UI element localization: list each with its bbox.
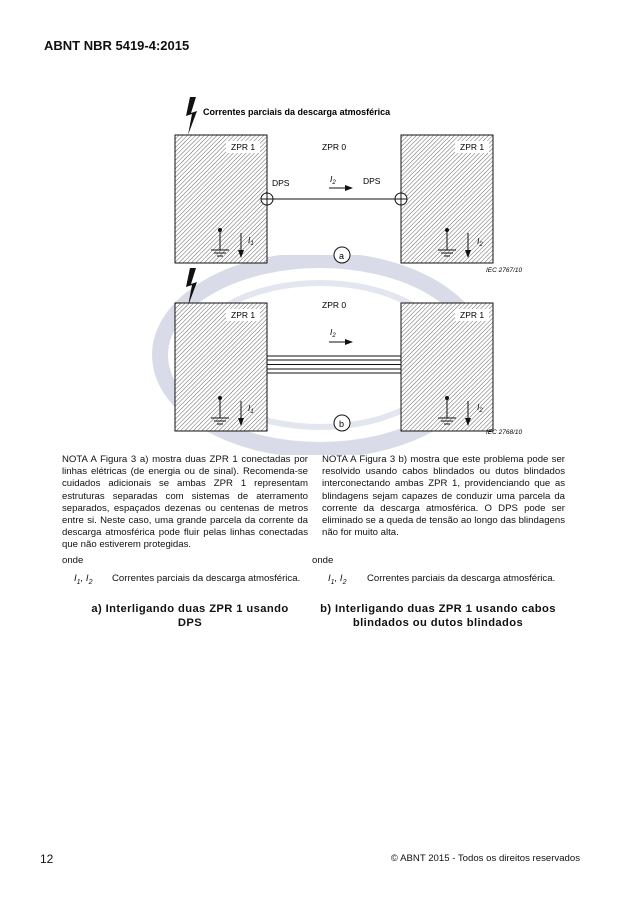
note-right: NOTA A Figura 3 b) mostra que este problema pode ser resolvido usando cabos blindados ou dutos blindados interconectando ambas ZPR 1, providenciando que as blindagens sejam capazes de conduzir uma parcela da corrente da descarga atmosférica. O DPS pode ser eliminado se a queda de tensão ao longo das blindagens não for muito alta. — [322, 454, 565, 539]
legend-left: $I_1$, $I_2$ — [74, 573, 93, 586]
legend-right: $I_1$, $I_2$ — [328, 573, 347, 586]
zpr1-label: ZPR 1 — [460, 310, 485, 320]
current-i2: I — [330, 174, 333, 184]
onde-right: onde — [312, 555, 334, 566]
marker-a: a — [339, 251, 345, 261]
current-i2: I — [477, 236, 480, 246]
zpr1-label: ZPR 1 — [231, 310, 256, 320]
dps-label: DPS — [272, 178, 290, 188]
document-header: ABNT NBR 5419-4:2015 — [44, 38, 190, 53]
current-i2: I — [330, 327, 333, 337]
current-sub: 2 — [479, 408, 483, 414]
copyright: © ABNT 2015 - Todos os direitos reservados — [390, 853, 580, 864]
zpr0-label: ZPR 0 — [322, 142, 347, 152]
current-sub: 1 — [250, 241, 254, 247]
current-i1: I — [248, 403, 251, 413]
legend-symbol: I — [328, 573, 331, 584]
svg-text:I2 — [330, 327, 336, 339]
note-left: NOTA A Figura 3 a) mostra duas ZPR 1 conectadas por linhas elétricas (de energia ou de sinal). Recomenda-se cuidados adicionais se ambas ZPR 1 representam estruturas separadas com sistemas de aterramento separados, espaçados dezenas ou centenas de metros entre si. Neste caso, uma grande parcela da corrente da descarga atmosférica pode fluir pelas linhas conectadas que não estiverem protegidas. — [62, 454, 308, 551]
iec-ref-b: IEC 2768/10 — [486, 429, 523, 436]
legend-text-left: Correntes parciais da descarga atmosférica. — [112, 573, 301, 584]
zpr1-label: ZPR 1 — [231, 142, 256, 152]
current-sub: 2 — [479, 242, 483, 248]
svg-text:I2 — [330, 174, 336, 186]
legend-text-right: Correntes parciais da descarga atmosférica. — [367, 573, 556, 584]
caption-a: a) Interligando duas ZPR 1 usando DPS — [91, 603, 289, 629]
zpr0-label: ZPR 0 — [322, 300, 347, 310]
current-sub: 1 — [250, 409, 254, 415]
current-sub: 2 — [332, 180, 336, 186]
lightning-label: Correntes parciais da descarga atmosférica — [203, 107, 391, 117]
lightning-icon — [186, 268, 197, 306]
shielded-cable — [267, 356, 401, 373]
marker-b: b — [339, 419, 345, 429]
page-number: 12 — [40, 852, 54, 866]
zpr1-label: ZPR 1 — [460, 142, 485, 152]
current-i1: I — [248, 235, 251, 245]
lightning-icon — [186, 97, 197, 135]
current-sub: 2 — [332, 333, 336, 339]
onde-left: onde — [62, 555, 84, 566]
caption-b: b) Interligando duas ZPR 1 usando cabos blindados ou dutos blindados — [320, 603, 556, 629]
figure-3 — [0, 0, 638, 450]
legend-symbol: I — [74, 573, 77, 584]
dps-label: DPS — [363, 176, 381, 186]
iec-ref-a: IEC 2767/10 — [486, 267, 523, 274]
current-i2: I — [477, 402, 480, 412]
